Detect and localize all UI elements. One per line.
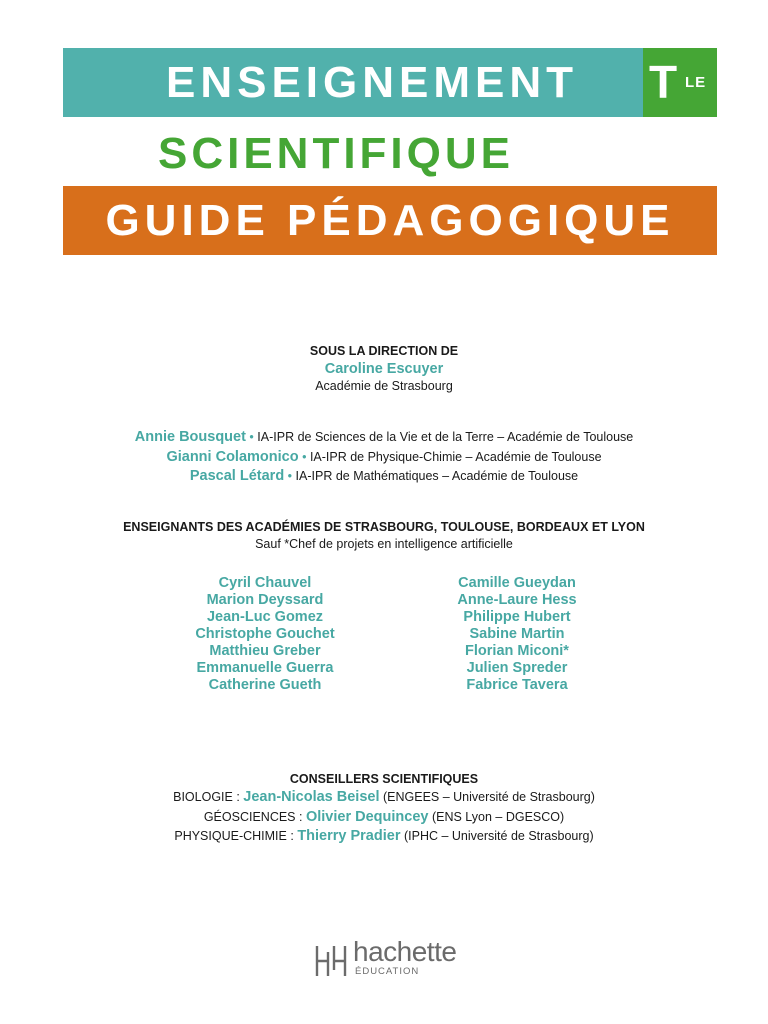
teacher-name: Camille Gueydan	[458, 575, 576, 591]
teacher-name: Cyril Chauvel	[218, 575, 312, 591]
inspector-row	[0, 467, 768, 487]
teacher-name: Christophe Gouchet	[195, 626, 335, 642]
title-scientifique: SCIENTIFIQUE	[157, 129, 515, 178]
advisor-row	[0, 788, 768, 808]
advisors-heading: CONSEILLERS SCIENTIFIQUES	[289, 772, 479, 786]
teacher-name: Julien Spreder	[466, 660, 568, 676]
inspector-role: IA-IPR de Mathématiques – Académie de Toulouse	[295, 469, 579, 483]
title-band-enseignement	[63, 48, 643, 117]
teacher-name: Anne-Laure Hess	[457, 592, 577, 608]
title-line-2	[63, 122, 717, 186]
inspector-row	[0, 448, 768, 468]
teacher-name: Marion Deyssard	[206, 592, 324, 608]
bullet: •	[302, 449, 307, 464]
level-badge	[643, 48, 717, 117]
advisor-field: PHYSIQUE-CHIMIE :	[174, 829, 294, 843]
advisor-affiliation: (ENGEES – Université de Strasbourg)	[382, 790, 595, 804]
level-suffix: LE	[685, 74, 707, 91]
teachers-section	[0, 519, 768, 553]
inspectors-section	[0, 428, 768, 487]
publisher-division: ÉDUCATION	[355, 966, 420, 977]
advisor-name: Jean-Nicolas Beisel	[243, 789, 380, 805]
director-affiliation: Académie de Strasbourg	[315, 379, 453, 393]
inspector-role: IA-IPR de Physique-Chimie – Académie de Toulouse	[309, 449, 602, 464]
inspector-name: Gianni Colamonico	[166, 448, 299, 465]
hachette-logo	[315, 936, 475, 980]
teacher-name: Jean-Luc Gomez	[206, 609, 324, 625]
advisor-name: Olivier Dequincey	[305, 808, 429, 825]
direction-section	[0, 343, 768, 395]
advisor-field: BIOLOGIE :	[173, 790, 240, 804]
advisors-section	[0, 771, 768, 847]
inspector-name: Annie Bousquet	[134, 429, 246, 445]
teachers-note: Sauf *Chef de projets en intelligence artificielle	[255, 537, 513, 551]
bullet: •	[287, 469, 293, 483]
teacher-name: Emmanuelle Guerra	[196, 660, 334, 676]
direction-heading: SOUS LA DIRECTION DE	[309, 344, 459, 358]
advisor-name: Thierry Pradier	[297, 828, 401, 844]
title-band-guide	[63, 186, 717, 255]
title-line-1: ENSEIGNEMENT	[165, 58, 579, 107]
advisor-affiliation: (ENS Lyon – DGESCO)	[431, 809, 565, 824]
publisher-name: hachette	[353, 936, 457, 967]
teachers-left-column	[135, 575, 395, 694]
level-letter: T	[649, 56, 678, 108]
inspector-role: IA-IPR de Sciences de la Vie et de la Terre – Académie de Toulouse	[257, 430, 634, 444]
teachers-right-column	[387, 575, 647, 694]
advisor-row	[0, 827, 768, 847]
teacher-name: Philippe Hubert	[463, 609, 571, 625]
advisor-field: GÉOSCIENCES :	[203, 809, 303, 824]
bullet: •	[249, 430, 254, 444]
teacher-name: Catherine Gueth	[208, 677, 322, 693]
title-line-3: GUIDE PÉDAGOGIQUE	[105, 196, 675, 245]
advisor-affiliation: (IPHC – Université de Strasbourg)	[403, 829, 594, 843]
advisor-row	[0, 808, 768, 828]
inspector-row	[0, 428, 768, 448]
teacher-name: Matthieu Greber	[209, 643, 321, 659]
teacher-name: Sabine Martin	[469, 626, 565, 642]
hachette-logo-mark-icon	[315, 944, 347, 978]
teacher-name: Florian Miconi*	[465, 643, 569, 659]
director-name: Caroline Escuyer	[324, 361, 444, 377]
teachers-heading: ENSEIGNANTS DES ACADÉMIES DE STRASBOURG, TOULOUSE, BORDEAUX ET LYON	[123, 520, 645, 534]
inspector-name: Pascal Létard	[189, 468, 285, 484]
teacher-name: Fabrice Tavera	[466, 677, 568, 693]
